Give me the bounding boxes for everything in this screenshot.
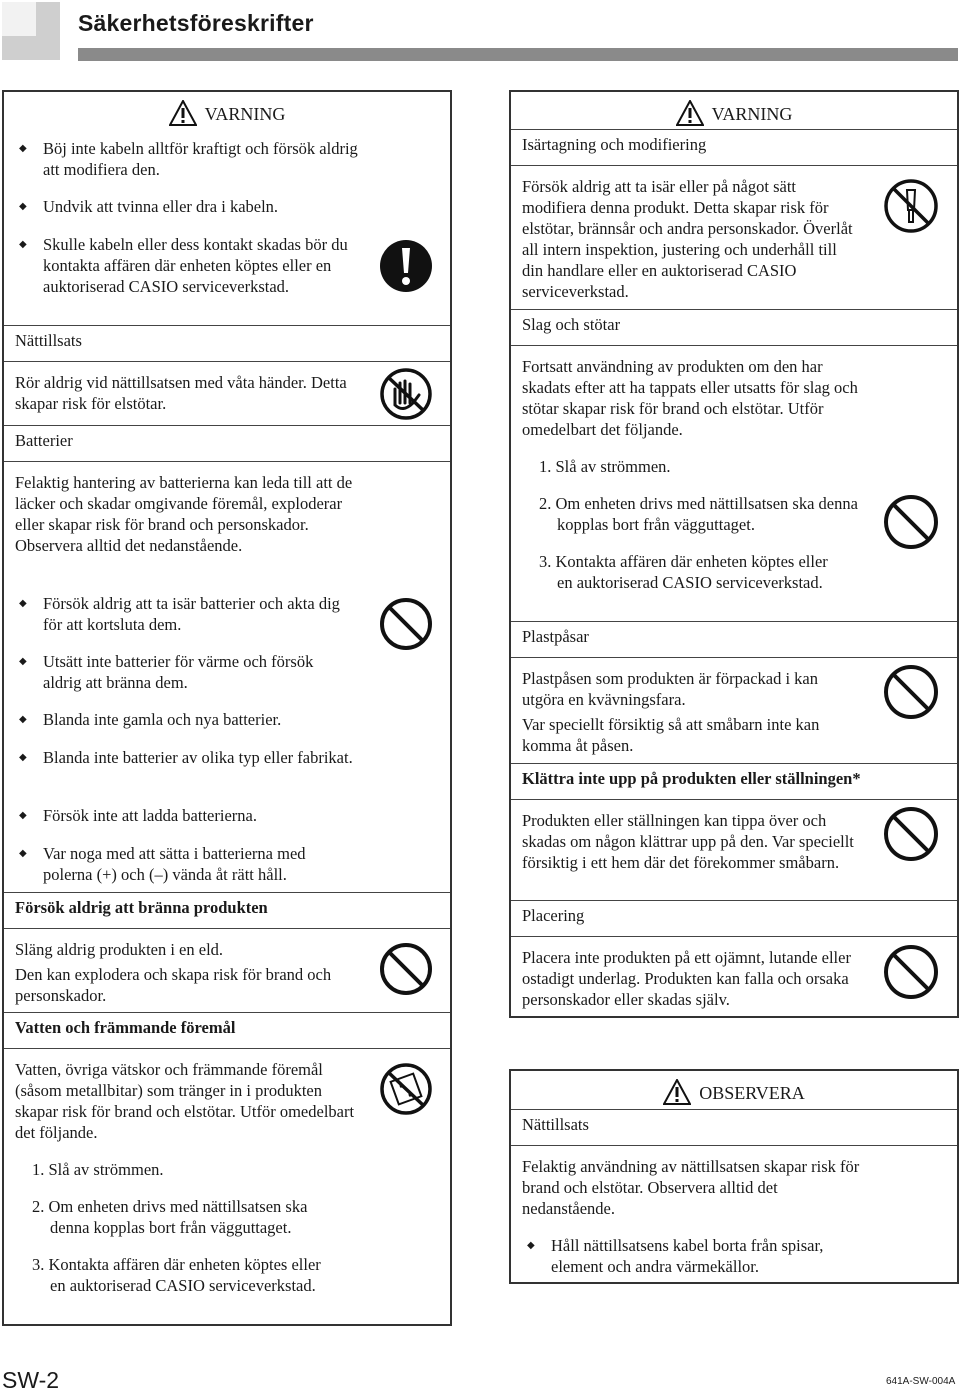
section-title-caution-adapter: Nättillsats [511, 1109, 957, 1146]
header-logo-block [2, 2, 60, 60]
warning-triangle-icon [676, 100, 704, 126]
prohibited-icon [883, 806, 939, 862]
prohibited-icon [883, 944, 939, 1000]
list-item: ◆ Försök aldrig att ta isär batterier och akta dig för att kortsluta dem. [43, 593, 353, 635]
list-item: 2. Om enheten drivs med nättillsatsen ska denna kopplas bort från vägguttaget. [32, 1197, 308, 1237]
climb-text: Produkten eller ställningen kan tippa över och skadas om någon klättrar upp på den. Var speciellt försiktig i ett hem där det förekommer småbarn. [522, 811, 854, 872]
list-item: 3. Kontakta affären där enheten köptes eller en auktoriserad CASIO serviceverkstad. [539, 552, 828, 592]
bag-line1: Plastpåsen som produkten är förpackad i kan utgöra en kvävningsfara. [522, 669, 819, 709]
page-title: Säkerhetsföreskrifter [78, 10, 314, 36]
list-item: 1. Slå av strömmen. [32, 1160, 164, 1179]
right-warning-box [509, 90, 959, 1018]
burn-line1: Släng aldrig produkten i en eld. [15, 940, 224, 959]
warning-triangle-icon [663, 1079, 691, 1105]
warning-triangle-icon [169, 100, 197, 126]
list-item: ◆ Försök inte att ladda batterierna. [43, 805, 353, 826]
warning-label: VARNING [711, 104, 793, 124]
section-title-climb: Klättra inte upp på produkten eller ställningen* [511, 763, 957, 800]
left-warning-box [2, 90, 452, 1326]
right-caution-box [509, 1069, 959, 1284]
placement-text: Placera inte produkten på ett ojämnt, lutande eller ostadigt underlag. Produkten kan falla och orsaka personskador eller skadas själv. [522, 948, 851, 1009]
no-wet-hands-icon [379, 367, 433, 421]
left-warning-heading [4, 100, 450, 126]
caution-label: OBSERVERA [699, 1083, 805, 1103]
list-item: ◆ Blanda inte gamla och nya batterier. [43, 709, 353, 730]
list-item: ◆ Skulle kabeln eller dess kontakt skadas bör du kontakta affären där enheten köptes eller en auktoriserad CASIO serviceverkstad. [43, 234, 353, 297]
prohibited-icon [883, 664, 939, 720]
section-title-adapter: Nättillsats [4, 325, 450, 362]
list-item: ◆ Blanda inte batterier av olika typ eller fabrikat. [43, 747, 353, 768]
header-rule [78, 48, 958, 61]
list-item: ◆ Undvik att tvinna eller dra i kabeln. [43, 196, 363, 217]
caution-heading [511, 1079, 957, 1105]
list-item: 2. Om enheten drivs med nättillsatsen ska denna kopplas bort från vägguttaget. [539, 494, 858, 534]
section-title-burn: Försök aldrig att bränna produkten [4, 892, 450, 929]
section-title-batteries: Batterier [4, 425, 450, 462]
no-disassembly-icon [883, 178, 939, 234]
disassembly-text: Försök aldrig att ta isär eller på något sätt modifiera denna produkt. Detta skapar risk för elstötar, brännsår och andra personskador. Överlåt all intern inspektion, justering och underhåll till din handlare eller en auktoriserad CASIO serviceverkstad. [522, 177, 853, 301]
prohibited-icon [379, 597, 433, 651]
caution-text: Felaktig användning av nättillsatsen skapar risk för brand och elstötar. Observera alltid det nedanstående. [522, 1157, 860, 1218]
section-title-placement: Placering [511, 900, 957, 937]
list-item: ◆ Var noga med att sätta i batterierna med polerna (+) och (–) vända åt rätt håll. [43, 843, 353, 885]
page-number: SW-2 [2, 1367, 60, 1393]
no-liquids-icon [379, 1062, 433, 1116]
prohibited-icon [379, 942, 433, 996]
list-item: ◆ Utsätt inte batterier för värme och försök aldrig att bränna dem. [43, 651, 353, 693]
adapter-text: Rör aldrig vid nättillsatsen med våta händer. Detta skapar risk för elstötar. [15, 373, 347, 413]
burn-line2: Den kan explodera och skapa risk för brand och personskador. [15, 965, 332, 1005]
impact-intro: Fortsatt användning av produkten om den har skadats efter att ha tappats eller utsatts för slag och stötar skapar risk för brand och elstötar. Utför omedelbart det följande. [522, 357, 858, 439]
list-item: ◆ Böj inte kabeln alltför kraftigt och försök aldrig att modifiera den. [43, 138, 363, 180]
batteries-intro: Felaktig hantering av batterierna kan leda till att de läcker och skadar omgivande föremål, exploderar eller skapar risk för brand och personskador. Observera alltid det nedanstående. [15, 473, 353, 555]
section-title-bags: Plastpåsar [511, 621, 957, 658]
exclamation-circle-icon [379, 239, 433, 293]
bag-line2: Var speciellt försiktig så att småbarn inte kan komma åt påsen. [522, 715, 820, 755]
warning-label: VARNING [204, 104, 286, 124]
right-warning-heading [511, 100, 957, 126]
water-intro: Vatten, övriga vätskor och främmande föremål (såsom metallbitar) som tränger in i produkten skapar risk för brand och elstötar. Utför omedelbart det följande. [15, 1060, 355, 1142]
list-item: ◆ Håll nättillsatsens kabel borta från spisar, element och andra värmekällor. [551, 1235, 861, 1277]
section-title-impact: Slag och stötar [511, 309, 957, 346]
list-item: 1. Slå av strömmen. [539, 457, 671, 476]
section-title-water: Vatten och främmande föremål [4, 1012, 450, 1049]
prohibited-icon [883, 494, 939, 550]
list-item: 3. Kontakta affären där enheten köptes eller en auktoriserad CASIO serviceverkstad. [32, 1255, 321, 1295]
section-title-disassembly: Isärtagning och modifiering [511, 129, 957, 166]
document-code: 641A-SW-004A [886, 1376, 956, 1387]
